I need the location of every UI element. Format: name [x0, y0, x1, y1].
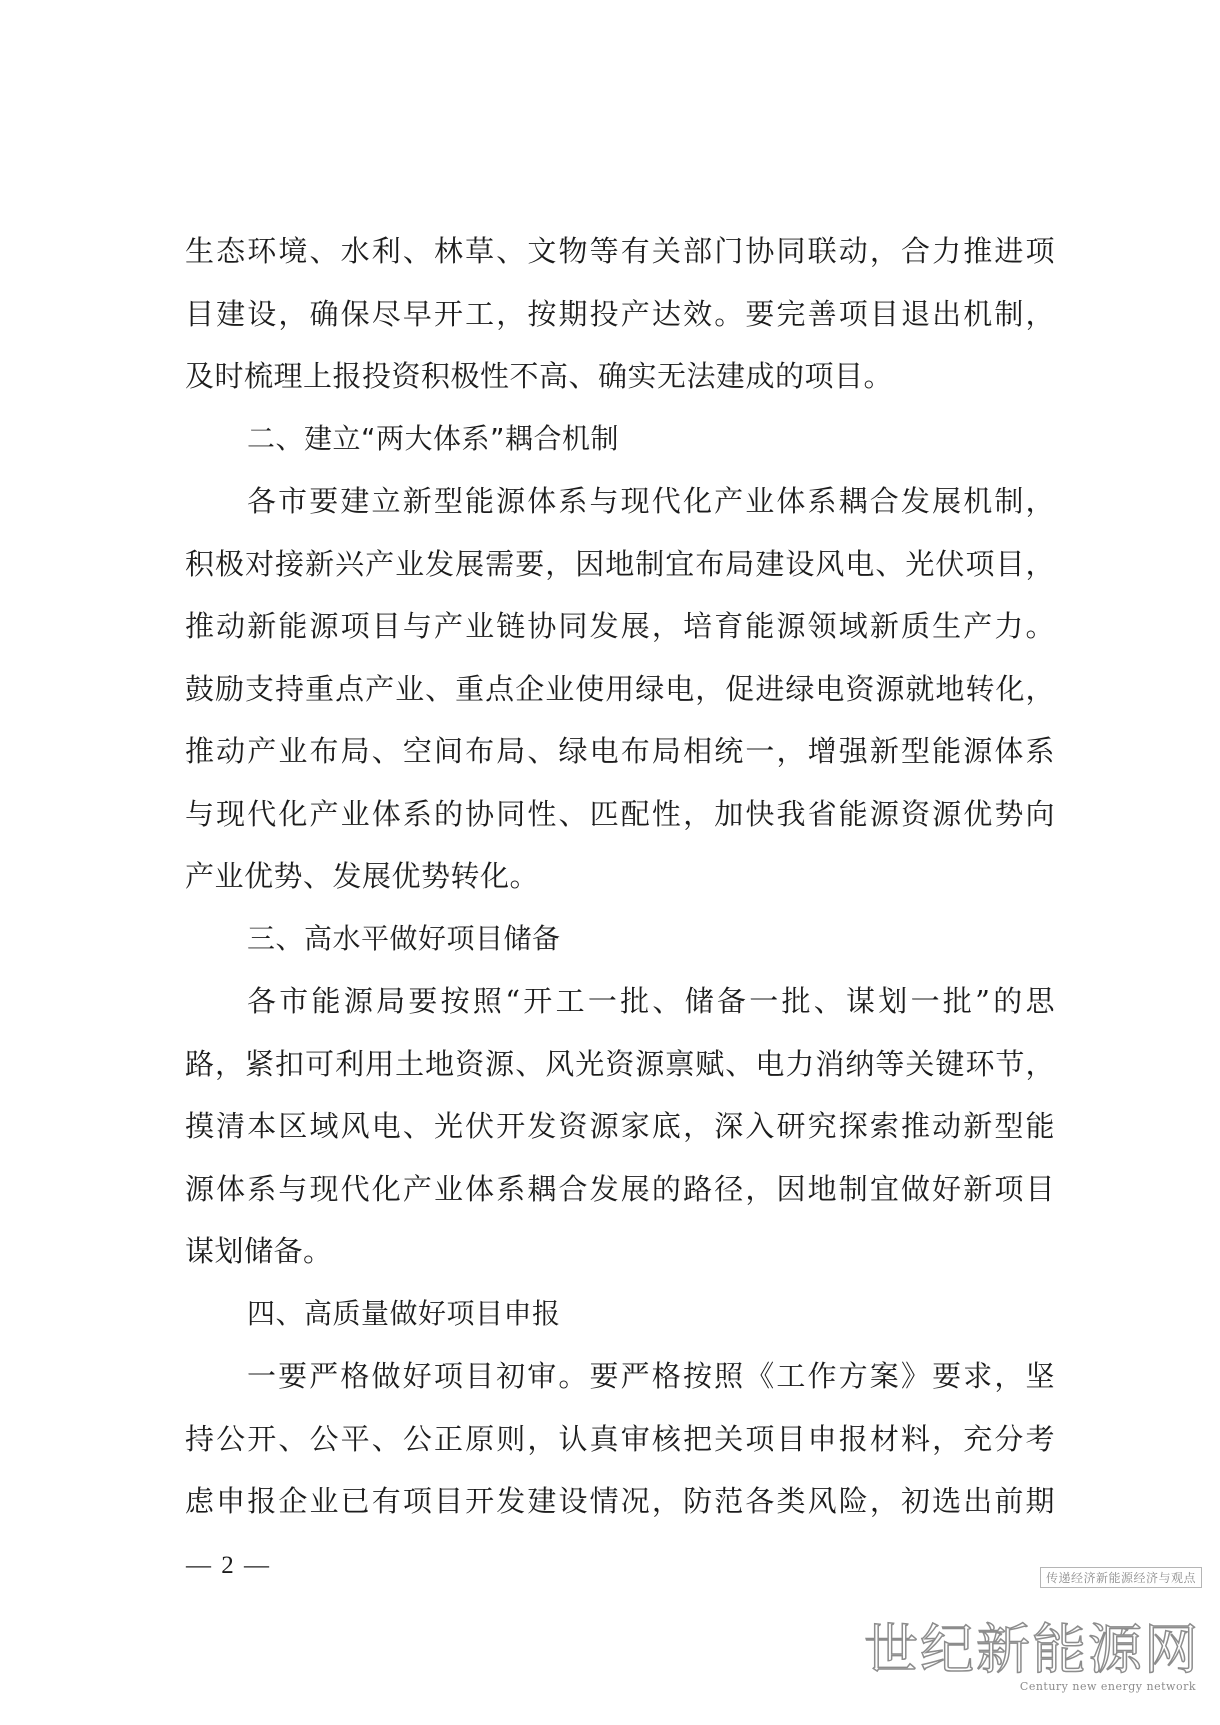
- paragraph-line: 产业优势、发展优势转化。: [185, 859, 540, 893]
- paragraph-line: 鼓励支持重点产业、重点企业使用绿电，促进绿电资源就地转化，: [185, 671, 1055, 706]
- paragraph-line: 源体系与现代化产业体系耦合发展的路径，因地制宜做好新项目: [185, 1171, 1055, 1206]
- section-heading: 四、高质量做好项目申报: [247, 1296, 561, 1330]
- watermark-english-name: Century new energy network: [1019, 1680, 1196, 1693]
- section-heading: 二、建立“两大体系”耦合机制: [247, 421, 620, 455]
- paragraph-line: 与现代化产业体系的协同性、匹配性，加快我省能源资源优势向: [185, 796, 1055, 831]
- section-heading: 三、高水平做好项目储备: [247, 921, 561, 955]
- paragraph-line: 推动新能源项目与产业链协同发展，培育能源领域新质生产力。: [185, 609, 1055, 643]
- watermark-chinese-name: 世纪新能源网: [864, 1618, 1200, 1681]
- paragraph-line: 积极对接新兴产业发展需要，因地制宜布局建设风电、光伏项目，: [185, 546, 1055, 581]
- paragraph-line: 推动产业布局、空间布局、绿电布局相统一，增强新型能源体系: [185, 734, 1055, 768]
- paragraph-line: 持公开、公平、公正原则，认真审核把关项目申报材料，充分考: [185, 1421, 1055, 1456]
- paragraph-line: 目建设，确保尽早开工，按期投产达效。要完善项目退出机制，: [185, 296, 1055, 331]
- paragraph-line: 谋划储备。: [185, 1234, 333, 1268]
- document-body: [185, 220, 1055, 1533]
- paragraph-line: 各市能源局要按照“开工一批、储备一批、谋划一批”的思: [247, 984, 1055, 1018]
- page-number: — 2 —: [186, 1552, 271, 1579]
- paragraph-line: 虑申报企业已有项目开发建设情况，防范各类风险，初选出前期: [185, 1484, 1055, 1518]
- paragraph-line: 摸清本区域风电、光伏开发资源家底，深入研究探索推动新型能: [185, 1109, 1055, 1143]
- paragraph-line: 路，紧扣可利用土地资源、风光资源禀赋、电力消纳等关键环节，: [185, 1046, 1055, 1081]
- paragraph-line: 生态环境、水利、林草、文物等有关部门协同联动，合力推进项: [185, 234, 1055, 268]
- paragraph-line: 及时梳理上报投资积极性不高、确实无法建成的项目。: [185, 359, 894, 393]
- watermark-tagline: 传递经济新能源经济与观点: [1040, 1567, 1202, 1588]
- paragraph-line: 各市要建立新型能源体系与现代化产业体系耦合发展机制，: [247, 484, 1055, 518]
- paragraph-line: 一要严格做好项目初审。要严格按照《工作方案》要求，坚: [247, 1359, 1055, 1393]
- watermark-logo: [864, 1567, 1208, 1717]
